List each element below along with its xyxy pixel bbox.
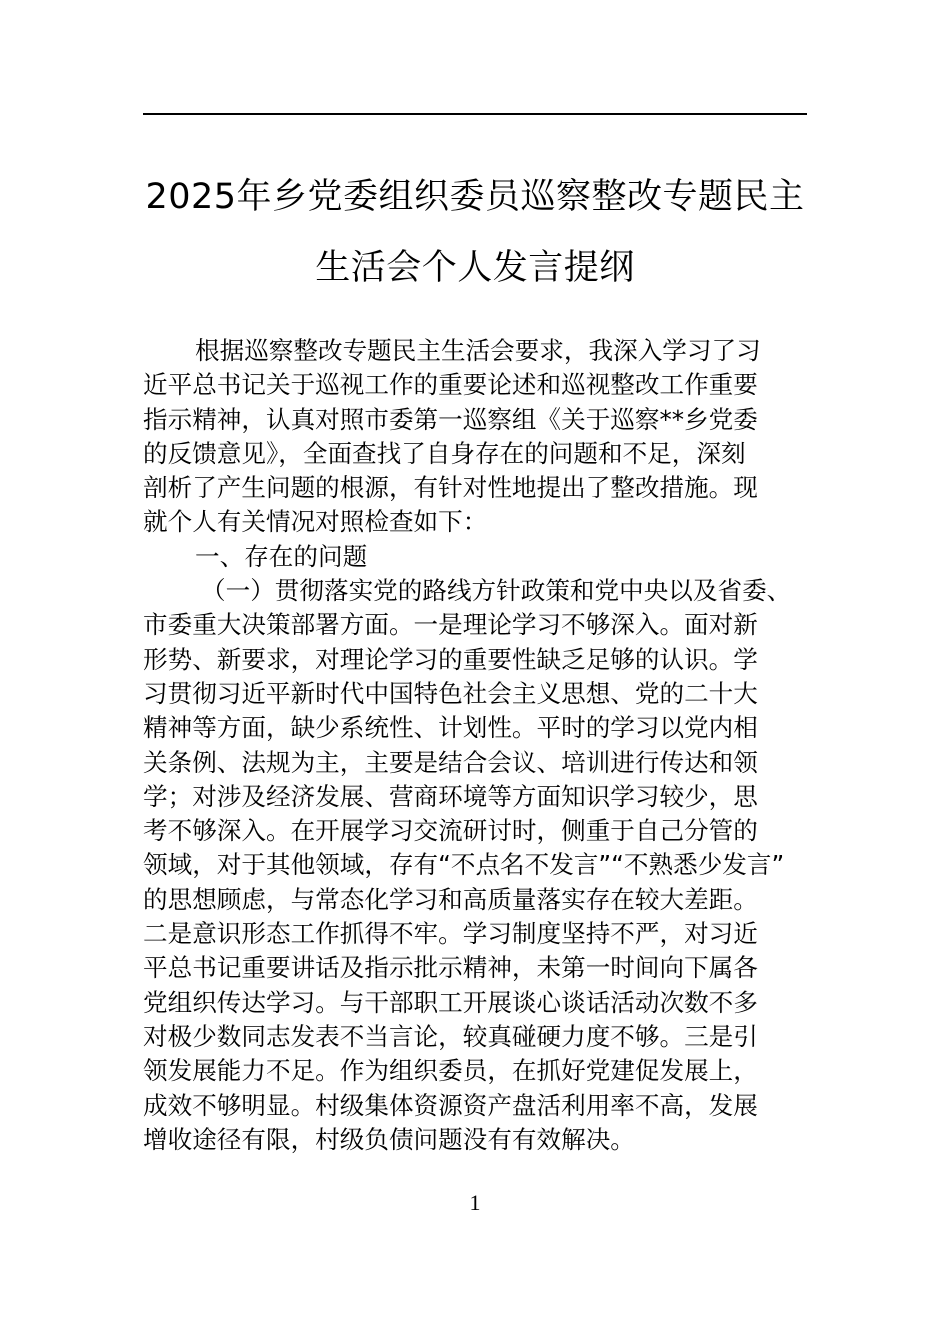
document-title-line-2: 生活会个人发言提纲 [315,248,635,288]
body-line: 成效不够明显。村级集体资源资产盘活利用率不高，发展 [143,1090,758,1120]
body-line: 的思想顾虑，与常态化学习和高质量落实存在较大差距。 [143,884,758,914]
document-title-line-1: 2025年乡党委组织委员巡察整改专题民主 [145,177,805,217]
body-line: 就个人有关情况对照检查如下： [143,507,488,537]
page-number: 1 [469,1190,481,1215]
body-line: （一）贯彻落实党的路线方针政策和党中央以及省委、 [201,576,792,606]
body-line: 二是意识形态工作抓得不牢。学习制度坚持不严，对习近 [143,919,758,949]
body-line: 对极少数同志发表不当言论，较真碰硬力度不够。三是引 [143,1021,758,1051]
body-line: 学；对涉及经济发展、营商环境等方面知识学习较少，思 [143,781,758,811]
section-heading: 一、存在的问题 [195,541,368,571]
body-line: 平总书记重要讲话及指示批示精神，未第一时间向下属各 [143,953,758,983]
body-line: 的反馈意见》，全面查找了自身存在的问题和不足，深刻 [143,438,746,468]
body-line: 党组织传达学习。与干部职工开展谈心谈话活动次数不多 [143,987,758,1017]
body-line: 考不够深入。在开展学习交流研讨时，侧重于自己分管的 [143,816,758,846]
body-line: 形势、新要求，对理论学习的重要性缺乏足够的认识。学 [143,644,758,674]
body-line: 习贯彻习近平新时代中国特色社会主义思想、党的二十大 [143,678,758,708]
body-line: 剖析了产生问题的根源，有针对性地提出了整改措施。现 [143,473,758,503]
header-rule [143,113,807,115]
body-line: 领域，对于其他领域，存有“不点名不发言”“不熟悉少发言” [143,850,785,880]
body-line: 根据巡察整改专题民主生活会要求，我深入学习了习 [195,336,761,365]
body-line: 关条例、法规为主，主要是结合会议、培训进行传达和领 [143,747,758,777]
body-line: 市委重大决策部署方面。一是理论学习不够深入。面对新 [143,610,758,640]
body-line: 领发展能力不足。作为组织委员，在抓好党建促发展上， [143,1056,758,1086]
document-body [143,334,807,1157]
body-line: 精神等方面，缺少系统性、计划性。平时的学习以党内相 [143,713,758,743]
body-line: 近平总书记关于巡视工作的重要论述和巡视整改工作重要 [143,370,758,400]
body-line: 增收途径有限，村级负债问题没有有效解决。 [143,1124,635,1154]
body-line: 指示精神，认真对照市委第一巡察组《关于巡察**乡党委 [143,404,758,434]
